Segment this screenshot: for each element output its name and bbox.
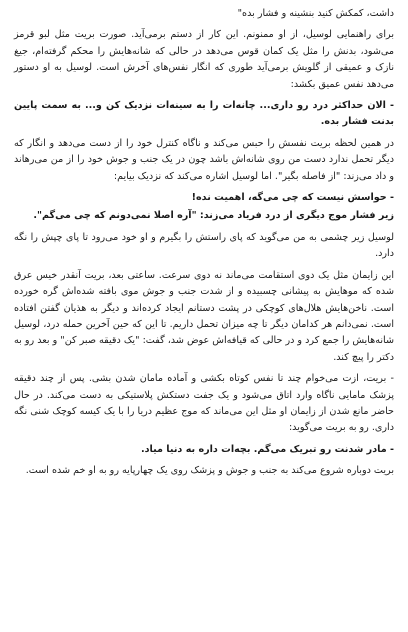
dialogue-line-3: زیر فشار موج دیگری از درد فریاد می‌زند: "آره اصلا نمی‌دونم که چی می‌گم". xyxy=(33,210,394,222)
dialogue-line-2: - حواسش نیست که چی می‌گه، اهمیت نده! xyxy=(191,192,394,204)
paragraph-7: بریت دوباره شروع می‌کند به جنب و جوش و پزشک روی یک چهارپایه رو به او خم شده است. xyxy=(25,465,394,477)
paragraph-2: برای راهنمایی لوسیل، از او ممنونم. این کار از دستم برمی‌آید. صورت بریت مثل لبو قرمز می‌شود، بدنش را مثل یک کمان قوس می‌دهد در حالی که شانه‌هایش را محکم گرفته‌ام، جیغ نازک و عمیقی از گلویش برمی‌آید طوری که انگار نفس‌های آخرش است. لوسیل به او دستور می‌دهد نفس عمیق بکشد: xyxy=(14,29,394,90)
paragraph-4: لوسیل زیر چشمی به من می‌گوید که پای راستش را بگیرم و او خود می‌رود تا پای چپش را نگه دارد. xyxy=(14,231,394,260)
paragraph-1: داشت، کمکش کنید بنشینه و فشار بده" xyxy=(237,8,394,19)
dialogue-line-4: - مادر شدنت رو تبریک می‌گم. بچه‌ات داره به دنیا میاد. xyxy=(140,443,394,455)
paragraph-6: - بریت، ازت می‌خوام چند تا نفس کوتاه بکشی و آماده مامان شدن بشی. پس از چند دقیقه پزشک مامایی ناگاه وارد اتاق می‌شود و یک جفت دستکش پلاستیکی به دست می‌کند. در حال حاضر مانع شدن از زایمان او مثل این می‌ماند که موج عظیم دریا را با یک کیسه کوچک شنی نگه داری. رو به بریت می‌گوید: xyxy=(14,373,394,434)
paragraph-5: این زایمان مثل یک دوی استقامت می‌ماند نه دوی سرعت. ساعتی بعد، بریت آنقدر خیس عرق شده که موهایش به پیشانی چسبیده و از شدت جنب و جوش موی بافته شده‌اش گره خورده است. ناخن‌هایش هلال‌های کوچکی در پشت دستانم ایجاد کرده‌اند و دیگر به هذیان گفتن افتاده است. نمی‌دانم هر کدامان دیگر تا چه میزان تحمل داریم. تا این که حین آخرین حمله درد، لوسیل شانه‌هایش را جمع کرد و در حالی که قیافه‌اش عوض شد، گفت: "یک دقیقه صبر کن" و بعد رو به دکتر را پیچ کند. xyxy=(14,269,394,363)
paragraph-3: در همین لحظه بریت نفسش را حبس می‌کند و ناگاه کنترل خود را از دست می‌دهد و انگار که دیگر تحمل ندارد دست من روی شانه‌اش باشد چون در یک جنب و جوش خود را از من می‌رهاند و داد می‌زند: "از فاصله بگیر". اما لوسیل اشاره می‌کند که نزدیک بیایم: xyxy=(14,137,394,182)
dialogue-line-1: - الان حداکثر درد رو داری... چانه‌ات را به سینه‌ات نزدیک کن و... به سمت پایین بدنت فشار بده. xyxy=(14,100,394,128)
